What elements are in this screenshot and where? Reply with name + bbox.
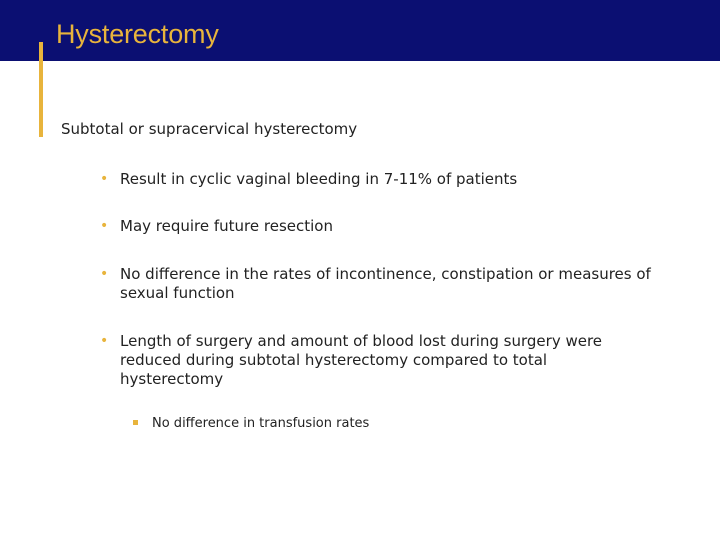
bullet-icon: • xyxy=(100,333,109,349)
bullet-text: Result in cyclic vaginal bleeding in 7-11% of patients xyxy=(120,170,518,188)
sub-bullet-item xyxy=(133,416,369,431)
bullet-item xyxy=(100,170,660,189)
bullet-text: No difference in the rates of incontinence, constipation or measures of sexual function xyxy=(120,265,651,302)
bullet-item xyxy=(100,265,660,303)
sub-bullet-text: No difference in transfusion rates xyxy=(152,416,370,431)
bullet-item xyxy=(100,332,630,389)
bullet-icon: • xyxy=(100,171,109,187)
bullet-text: Length of surgery and amount of blood lost during surgery were reduced during subtotal hysterectomy compared to total hysterectomy xyxy=(120,332,603,388)
square-bullet-icon xyxy=(133,420,138,425)
slide-title: Hysterectomy xyxy=(56,19,219,49)
bullet-icon: • xyxy=(100,266,109,282)
bullet-item xyxy=(100,217,660,236)
slide-subtitle: Subtotal or supracervical hysterectomy xyxy=(61,120,358,138)
bullet-icon: • xyxy=(100,218,109,234)
bullet-text: May require future resection xyxy=(120,217,333,235)
